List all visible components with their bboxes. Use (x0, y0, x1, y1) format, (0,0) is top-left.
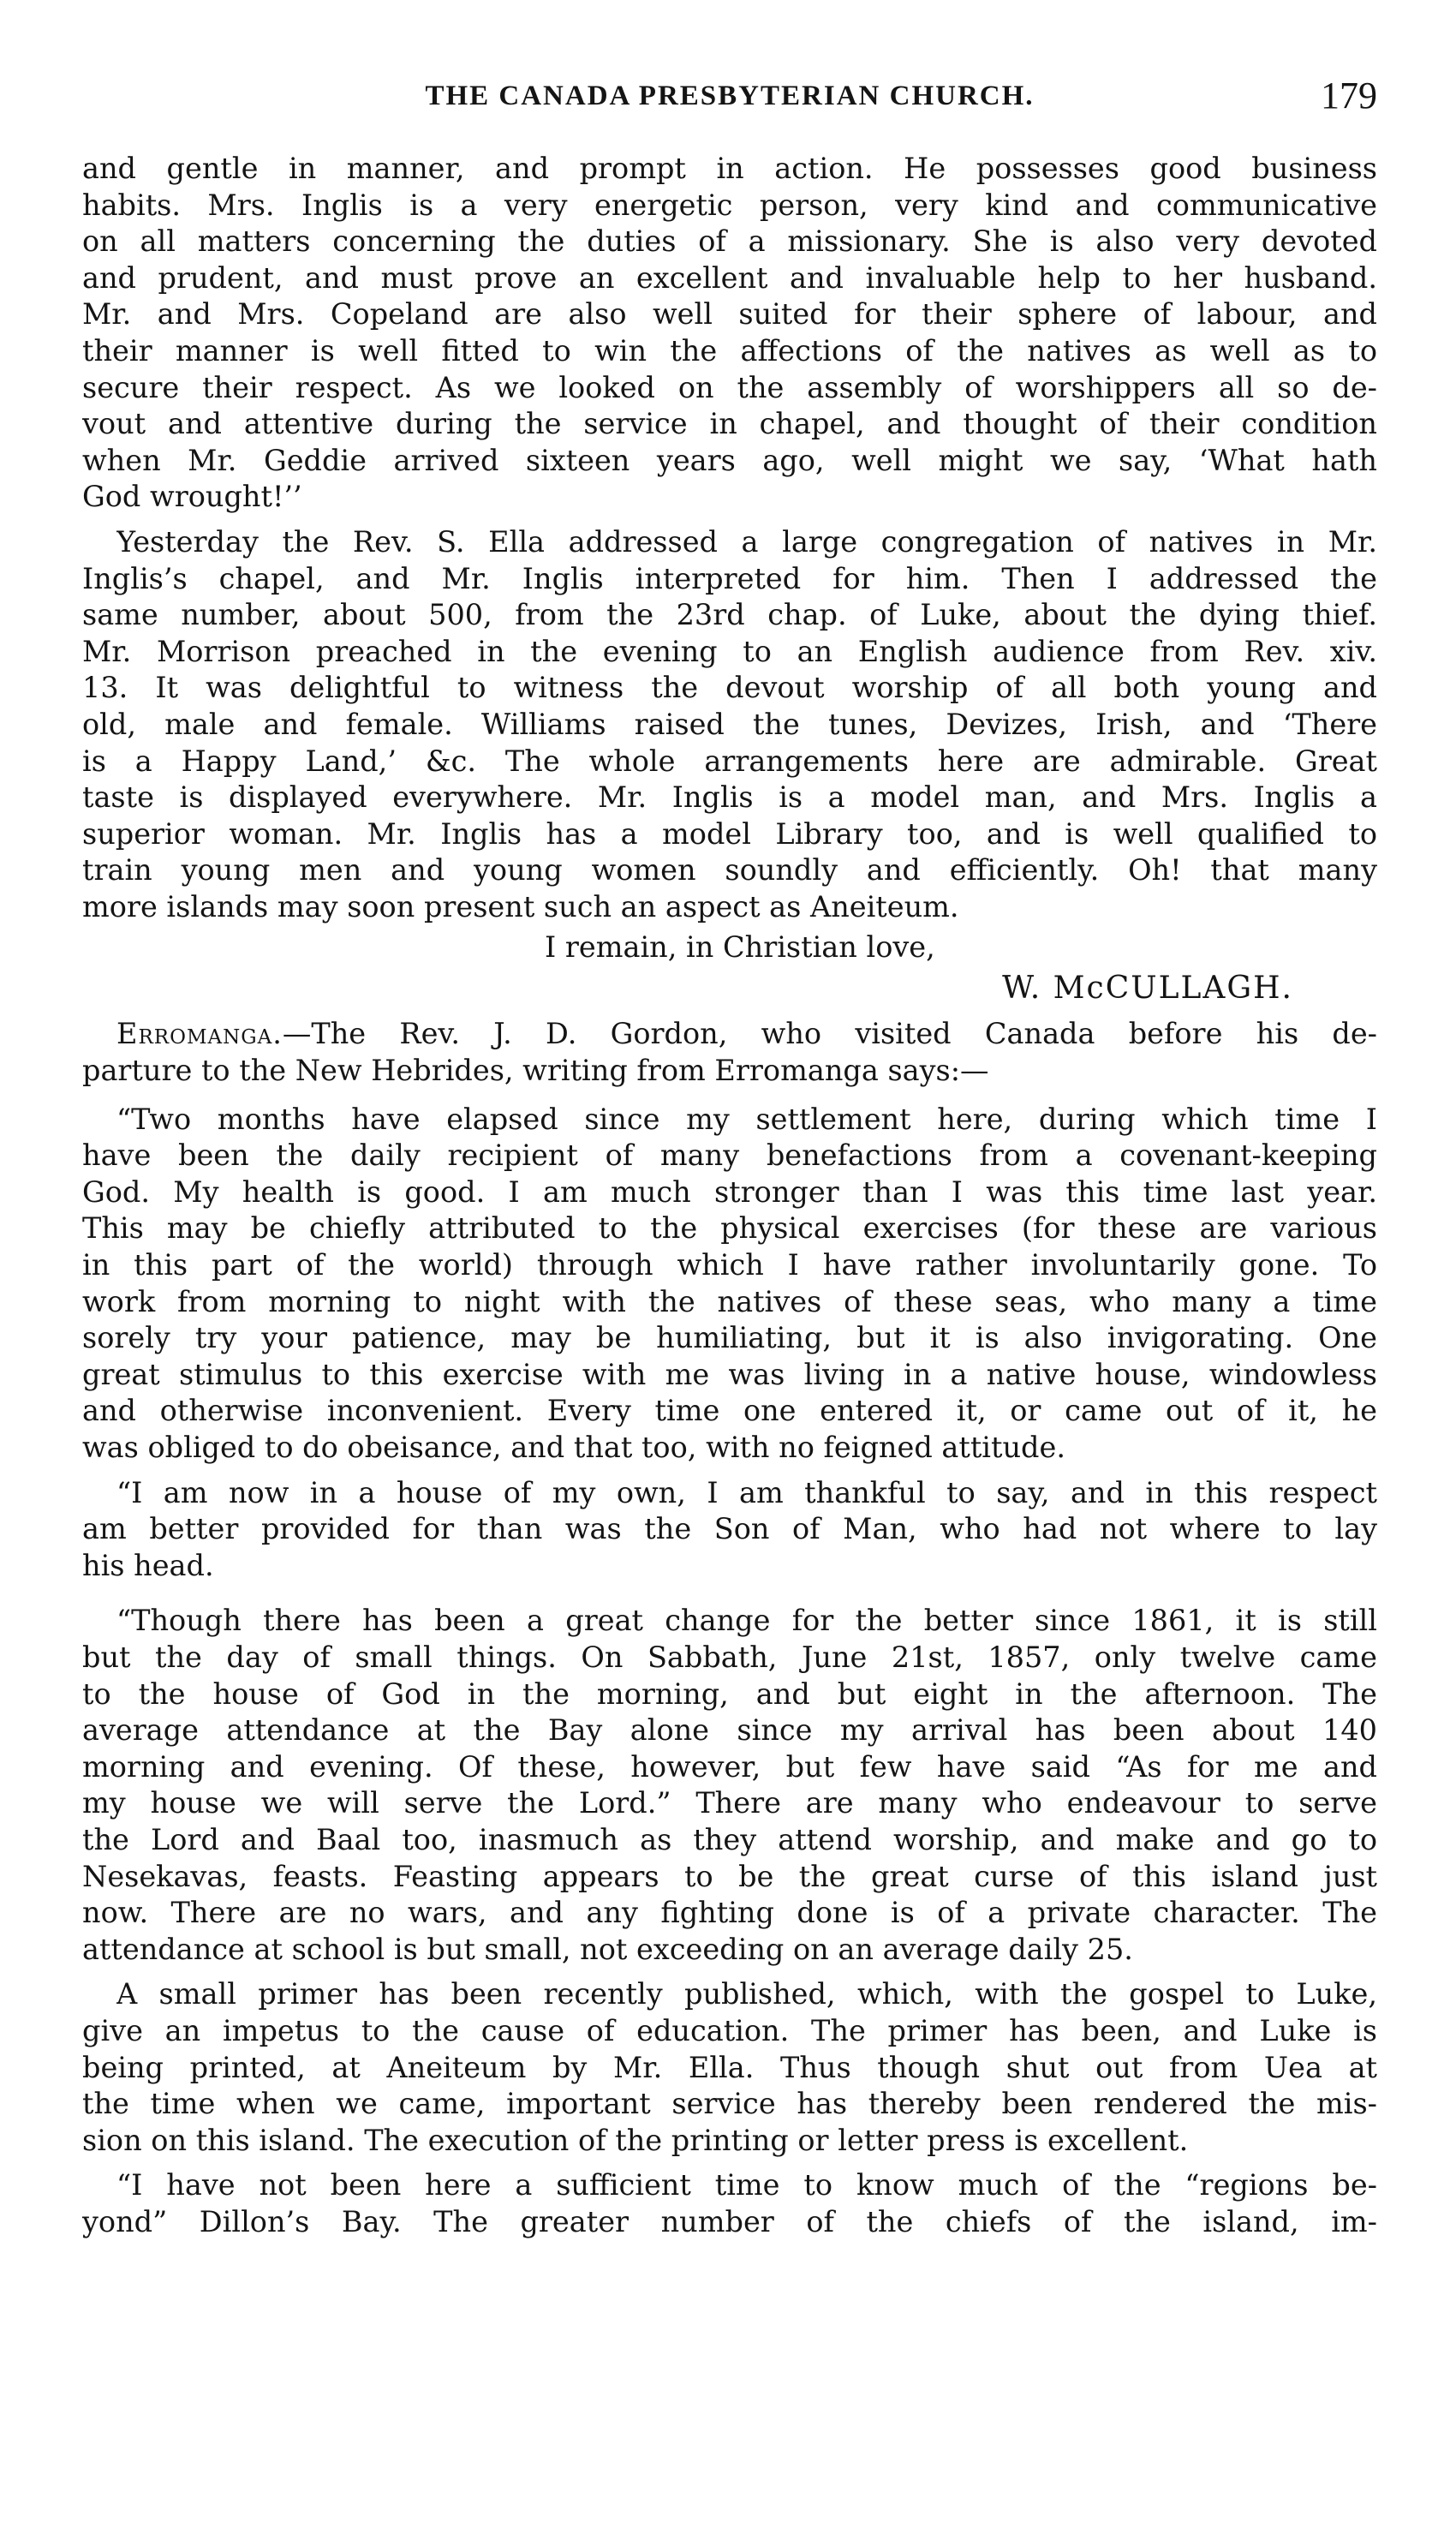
text-line: Nesekavas, feasts. Feasting appears to be the great curse of this island just (82, 1859, 1377, 1893)
text-line: work from morning to night with the natives of these seas, who many a time (82, 1284, 1377, 1318)
text-line: in this part of the world) through which I have rather involuntarily gone. To (82, 1248, 1377, 1282)
text-line: the time when we came, important service has thereby been rendered the mis- (82, 2087, 1377, 2121)
quote-paragraph-3 (82, 1603, 1377, 1968)
text-line: my house we will serve the Lord.” There are many who endeavour to serve (82, 1786, 1377, 1820)
text-line: superior woman. Mr. Inglis has a model Library too, and is well qualified to (82, 816, 1377, 851)
paragraph-1 (82, 151, 1377, 516)
section-heading: Erromanga. (116, 1017, 283, 1051)
text-line: and prudent, and must prove an excellent and invaluable help to her husband. (82, 260, 1377, 295)
text-line: is a Happy Land,’ &c. The whole arrangements here are admirable. Great (82, 744, 1377, 778)
text-line: more islands may soon present such an aspect as Aneiteum. (82, 889, 959, 923)
text-line: give an impetus to the cause of education. The primer has been, and Luke is (82, 2013, 1377, 2047)
text-line: same number, about 500, from the 23rd chap. of Luke, about the dying thief. (82, 598, 1377, 632)
text-line: sion on this island. The execution of the printing or letter press is excellent. (82, 2123, 1189, 2157)
page-header (82, 72, 1377, 132)
book-page (82, 72, 1377, 2496)
text-line: Mr. Morrison preached in the evening to an English audience from Rev. xiv. (82, 634, 1377, 668)
text-line: was obliged to do obeisance, and that too, with no feigned attitude. (82, 1431, 1065, 1464)
text-line: Inglis’s chapel, and Mr. Inglis interpreted for him. Then I addressed the (82, 561, 1377, 595)
text-line (116, 1016, 1377, 1053)
paragraph-2 (82, 524, 1377, 926)
text-line: and gentle in manner, and prompt in action. He possesses good business (82, 152, 1377, 185)
text-line: This may be chiefly attributed to the physical exercises (for these are various (82, 1211, 1377, 1246)
text-line: yond” Dillon’s Bay. The greater number of the chiefs of the island, im- (82, 2204, 1377, 2238)
text-line: great stimulus to this exercise with me was living in a native house, windowless (82, 1357, 1377, 1391)
text-line: on all matters concerning the duties of a missionary. She is also very devoted (82, 224, 1377, 259)
text-line: “I am now in a house of my own, I am thankful to say, and in this respect (116, 1475, 1377, 1509)
text-line: 13. It was delightful to witness the devout worship of all both young and (82, 671, 1377, 705)
quote-paragraph-2 (82, 1475, 1377, 1585)
text-line: average attendance at the Bay alone since my arrival has been about 140 (82, 1713, 1377, 1748)
section-intro-text: —The Rev. J. D. Gordon, who visited Canada before his de- (282, 1017, 1377, 1051)
closing-salutation: I remain, in Christian love, (545, 930, 935, 965)
text-line: old, male and female. Williams raised the tunes, Devizes, Irish, and ‘There (82, 707, 1377, 741)
text-line: their manner is well fitted to win the affections of the natives as well as to (82, 333, 1377, 368)
text-line: to the house of God in the morning, and but eight in the afternoon. The (82, 1676, 1377, 1711)
text-line: and otherwise inconvenient. Every time one entered it, or came out of it, he (82, 1394, 1377, 1428)
text-line: attendance at school is but small, not exceeding on an average daily 25. (82, 1932, 1133, 1966)
text-line: his head. (82, 1548, 214, 1582)
running-head: THE CANADA PRESBYTERIAN CHURCH. (425, 81, 1035, 111)
text-line: but the day of small things. On Sabbath, June 21st, 1857, only twelve came (82, 1640, 1377, 1674)
quote-paragraph-5 (82, 2167, 1377, 2240)
text-line: A small primer has been recently published, which, with the gospel to Luke, (116, 1977, 1377, 2011)
text-line: parture to the New Hebrides, writing from Erromanga says:— (82, 1054, 989, 1088)
text-line: “Two months have elapsed since my settlement here, during which time I (116, 1102, 1377, 1136)
text-line: train young men and young women soundly and efficiently. Oh! that many (82, 853, 1377, 887)
text-line: God wrought!’’ (82, 480, 302, 514)
text-line: vout and attentive during the service in chapel, and thought of their condition (82, 407, 1377, 441)
text-line: am better provided for than was the Son of Man, who had not where to lay (82, 1512, 1377, 1546)
text-line: the Lord and Baal too, inasmuch as they attend worship, and make and go to (82, 1822, 1377, 1856)
signature: W. McCULLAGH. (1002, 971, 1293, 1007)
text-line: “Though there has been a great change for the better since 1861, it is still (116, 1604, 1377, 1638)
quote-paragraph-4 (82, 1976, 1377, 2159)
text-line: taste is displayed everywhere. Mr. Inglis is a model man, and Mrs. Inglis a (82, 780, 1377, 815)
text-line: have been the daily recipient of many benefactions from a covenant-keeping (82, 1139, 1377, 1173)
text-line: now. There are no wars, and any fighting done is of a private character. The (82, 1896, 1377, 1930)
text-line: Mr. and Mrs. Copeland are also well suited for their sphere of labour, and (82, 297, 1377, 332)
text-line: habits. Mrs. Inglis is a very energetic person, very kind and communicative (82, 188, 1377, 222)
section-intro (82, 1016, 1377, 1089)
text-line: when Mr. Geddie arrived sixteen years ago, well might we say, ‘What hath (82, 443, 1377, 477)
text-line: secure their respect. As we looked on the assembly of worshippers all so de- (82, 370, 1377, 404)
quote-paragraph-1 (82, 1102, 1377, 1467)
text-line: God. My health is good. I am much stronger than I was this time last year. (82, 1174, 1377, 1209)
text-line: Yesterday the Rev. S. Ella addressed a large congregation of natives in Mr. (116, 524, 1377, 559)
page-number: 179 (1321, 75, 1377, 117)
text-line: being printed, at Aneiteum by Mr. Ella. Thus though shut out from Uea at (82, 2050, 1377, 2084)
text-line: morning and evening. Of these, however, but few have said “As for me and (82, 1749, 1377, 1784)
text-line: “I have not been here a sufficient time to know much of the “regions be- (116, 2168, 1377, 2202)
text-line: sorely try your patience, may be humiliating, but it is also invigorating. One (82, 1321, 1377, 1355)
